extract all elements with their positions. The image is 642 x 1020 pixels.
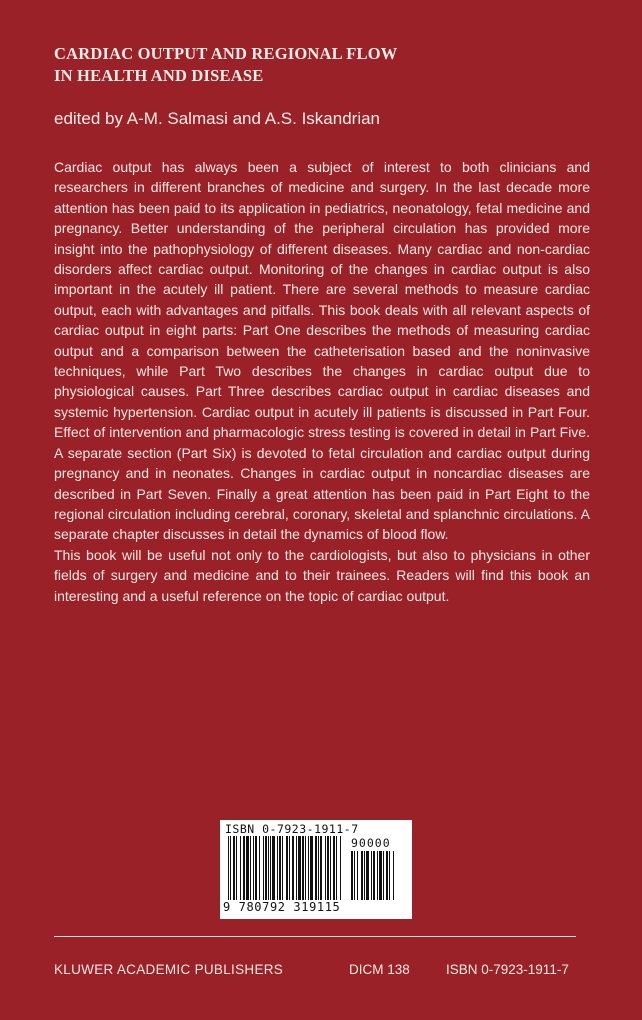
blurb-paragraph-2: This book will be useful not only to the cardiologists, but also to physicians in other fields of surgery and medicine and to their trainees. Readers will find this book an interesting and a useful reference on the topic of cardiac output. [54,546,590,604]
book-title [54,43,474,87]
book-title-line-2: IN HEALTH AND DISEASE [54,66,264,85]
barcode-box [220,820,412,919]
footer-isbn: ISBN 0-7923-1911-7 [446,962,569,977]
barcode-price-code: 90000 [351,836,391,850]
book-title-line-1: CARDIAC OUTPUT AND REGIONAL FLOW [54,44,398,63]
series-number: DICM 138 [349,962,410,977]
barcode-isbn-label: ISBN 0-7923-1911-7 [225,822,359,836]
editors-line: edited by A-M. Salmasi and A.S. Iskandrian [54,109,381,128]
blurb [54,157,590,606]
barcode-ean-digits: 9 780792 319115 [223,900,341,914]
publisher-name: KLUWER ACADEMIC PUBLISHERS [54,962,284,977]
price-barcode [351,851,407,900]
blurb-paragraph-1: Cardiac output has always been a subject of interest to both clinicians and researchers in different branches of medicine and surgery. In the last decade more attention has been paid to its application in pediatrics, neonatology, fetal medicine and pregnancy. Better understanding of the peripheral circulation has provided more insight into the pathophysiology of different diseases. Many cardiac and non-cardiac disorders affect cardiac output. Monitoring of the changes in cardiac output is also important in the acutely ill patient. There are several methods to measure cardiac output, each with advantages and pitfalls. This book deals with all relevant aspects of cardiac output in eight parts: Part One describes the methods of measuring cardiac output and a comparison between the catheterisation based and the noninvasive techniques, while Part Two describes the changes in cardiac output due to physiological causes. Part Three describes cardiac output in cardiac diseases and systemic hypertension. Cardiac output in acutely ill patients is discussed in Part Four. Effect of intervention and pharmacologic stress testing is covered in detail in Part Five. A separate section (Part Six) is devoted to fetal circulation and cardiac output during pregnancy and in neonates. Changes in cardiac output in noncardiac diseases are described in Part Seven. Finally a great attention has been paid in Part Eight to the regional circulation including cerebral, coronary, skeletal and splanchnic circulations. A separate chapter discusses in detail the dynamics of blood flow. [54,159,590,543]
footer-rule [54,936,576,937]
ean-barcode [228,836,346,900]
